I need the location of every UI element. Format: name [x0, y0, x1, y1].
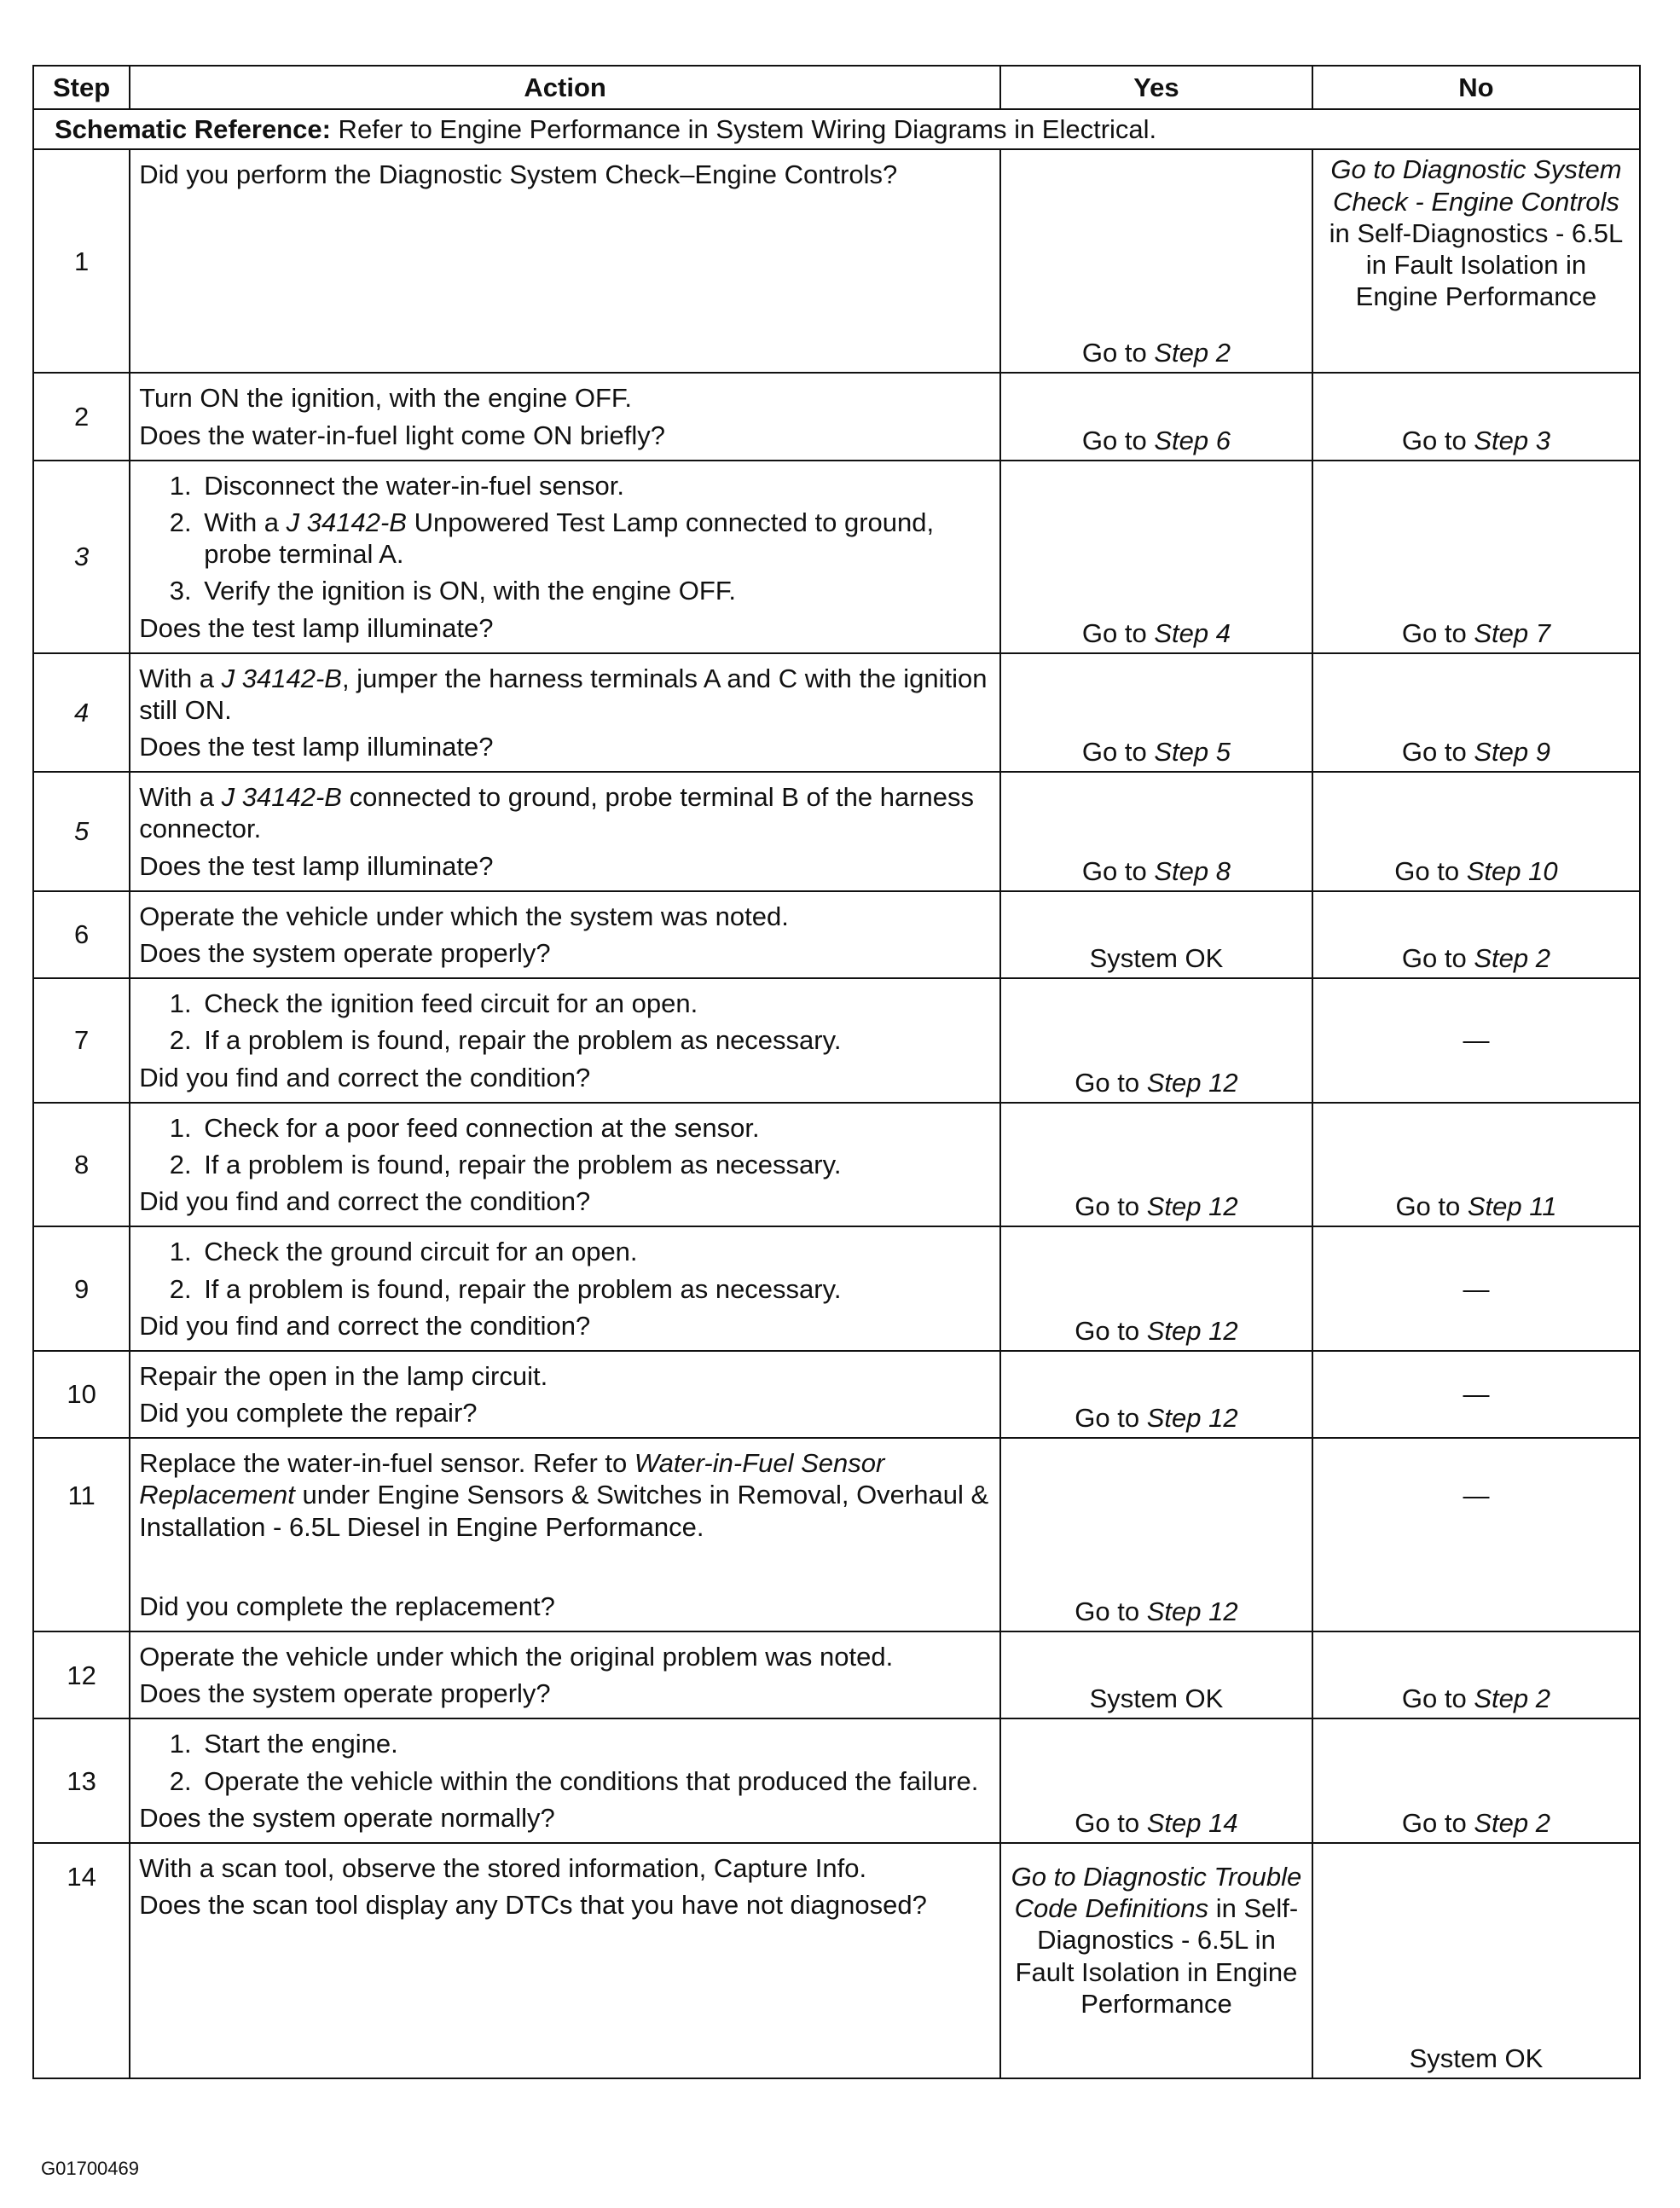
yes-link: Step 8 — [1154, 855, 1231, 886]
list-item: 1. Check the ground circuit for an open. — [199, 1236, 991, 1267]
yes-cell — [1000, 1438, 1312, 1631]
step-number — [33, 653, 130, 773]
table-row — [33, 1438, 1640, 1631]
action-cell — [130, 978, 1000, 1103]
action-question: Did you find and correct the condition? — [139, 1062, 591, 1092]
step-number: 1 — [33, 149, 130, 373]
action-cell — [130, 149, 1000, 373]
no-link: Step 9 — [1474, 737, 1550, 768]
action-cell — [130, 1718, 1000, 1843]
no-prefix: Go to — [1395, 1191, 1468, 1222]
spacer — [139, 1548, 991, 1585]
no-cell — [1312, 1718, 1640, 1843]
action-instruction: Operate the vehicle under which the original problem was noted. — [139, 1642, 894, 1672]
action-question: Did you complete the replacement? — [139, 1591, 555, 1621]
action-instruction: Operate the vehicle under which the system was noted. — [139, 901, 789, 931]
action-question: Does the water-in-fuel light come ON briefly? — [139, 420, 665, 450]
yes-link: Step 14 — [1146, 1807, 1238, 1838]
no-cell — [1312, 373, 1640, 460]
no-link: Go to Diagnostic System Check - Engine Controls — [1330, 154, 1622, 217]
no-cell: — — [1312, 1351, 1640, 1438]
action-question: Does the test lamp illuminate? — [139, 612, 494, 643]
yes-link: Step 12 — [1146, 1596, 1238, 1626]
step-number-italic: 5 — [73, 816, 90, 847]
list-item — [199, 507, 991, 570]
instruction-prefix: With a — [139, 663, 222, 693]
action-cell — [130, 1103, 1000, 1227]
no-link: Step 2 — [1474, 1807, 1550, 1838]
step-number — [33, 772, 130, 891]
yes-prefix: Go to — [1081, 737, 1155, 768]
action-question: Does the system operate normally? — [139, 1802, 555, 1833]
no-prefix: Go to — [1394, 855, 1467, 886]
table-row — [33, 461, 1640, 653]
no-prefix: Go to — [1401, 737, 1474, 768]
schematic-reference — [33, 109, 1640, 149]
action-cell — [130, 653, 1000, 773]
action-cell — [130, 1226, 1000, 1351]
action-list — [139, 1112, 991, 1180]
action-cell — [130, 1438, 1000, 1631]
step-number: 8 — [33, 1103, 130, 1227]
yes-cell — [1000, 653, 1312, 773]
header-no: No — [1312, 66, 1640, 109]
yes-cell — [1000, 149, 1312, 373]
table-row — [33, 149, 1640, 373]
header-step: Step — [33, 66, 130, 109]
table-row — [33, 1718, 1640, 1843]
yes-link: Step 12 — [1146, 1067, 1238, 1098]
yes-prefix: Go to — [1081, 425, 1155, 455]
action-question: Did you perform the Diagnostic System Check–Engine Controls? — [139, 159, 898, 190]
no-prefix: Go to — [1401, 425, 1474, 455]
yes-cell — [1000, 1103, 1312, 1227]
action-instruction — [139, 1447, 991, 1543]
no-cell — [1312, 149, 1640, 373]
tool-name: J 34142-B — [221, 782, 342, 813]
no-cell — [1312, 891, 1640, 978]
yes-cell — [1000, 978, 1312, 1103]
action-cell — [130, 373, 1000, 460]
yes-cell — [1000, 1843, 1312, 2078]
table-row — [33, 1843, 1640, 2078]
step-number: 7 — [33, 978, 130, 1103]
step-number: 14 — [33, 1843, 130, 2078]
header-yes: Yes — [1000, 66, 1312, 109]
no-cell: — — [1312, 1438, 1640, 1631]
list-item: 2. If a problem is found, repair the problem as necessary. — [199, 1024, 991, 1056]
action-instruction — [139, 663, 991, 726]
yes-link: Go to Diagnostic Trouble Code Definitions — [1011, 1861, 1302, 1924]
instruction-suffix: connected to ground, probe terminal B of the harness connector. — [139, 782, 975, 844]
no-link: Step 10 — [1466, 855, 1558, 886]
yes-cell — [1000, 461, 1312, 653]
step-number: 2 — [33, 373, 130, 460]
yes-prefix: Go to — [1081, 338, 1155, 368]
no-cell — [1312, 461, 1640, 653]
no-link: Step 2 — [1474, 943, 1550, 973]
table-row — [33, 978, 1640, 1103]
yes-link: Step 4 — [1154, 617, 1231, 648]
list-item: 3. Verify the ignition is ON, with the engine OFF. — [199, 575, 991, 606]
no-prefix: Go to — [1401, 1684, 1474, 1714]
action-instruction: Turn ON the ignition, with the engine OFF. — [139, 383, 632, 414]
yes-cell — [1000, 1718, 1312, 1843]
yes-text: in Self-Diagnostics - 6.5L in Fault Isolation in Engine Performance — [1015, 1893, 1299, 2019]
no-text: in Self-Diagnostics - 6.5L in Fault Isolation in Engine Performance — [1329, 217, 1624, 312]
yes-cell — [1000, 1351, 1312, 1438]
action-instruction — [139, 781, 991, 844]
action-question: Did you find and correct the condition? — [139, 1310, 591, 1341]
action-cell — [130, 461, 1000, 653]
list-item: 2. If a problem is found, repair the problem as necessary. — [199, 1273, 991, 1305]
step-number: 6 — [33, 891, 130, 978]
yes-cell — [1000, 1226, 1312, 1351]
step-number: 10 — [33, 1351, 130, 1438]
action-list — [139, 1236, 991, 1304]
yes-link: Step 6 — [1154, 425, 1231, 455]
header-row — [33, 66, 1640, 109]
action-question: Did you find and correct the condition? — [139, 1186, 591, 1217]
tool-name: J 34142-B — [221, 663, 342, 693]
action-instruction: With a scan tool, observe the stored information, Capture Info. — [139, 1852, 867, 1883]
list-item: 2. Operate the vehicle within the conditions that produced the failure. — [199, 1765, 991, 1797]
tool-name: J 34142-B — [286, 507, 407, 537]
yes-prefix: Go to — [1081, 855, 1155, 886]
list-item: 1. Check the ignition feed circuit for an open. — [199, 988, 991, 1019]
action-question: Does the scan tool display any DTCs that you have not diagnosed? — [139, 1890, 927, 1921]
step-number-italic: 3 — [73, 542, 90, 572]
no-cell: System OK — [1312, 1843, 1640, 2078]
step-number: 12 — [33, 1631, 130, 1718]
step-number — [33, 461, 130, 653]
action-question: Does the system operate properly? — [139, 1678, 551, 1709]
yes-prefix: Go to — [1075, 1067, 1147, 1098]
action-cell — [130, 1843, 1000, 2078]
yes-prefix: Go to — [1075, 1315, 1147, 1346]
list-item: 1. Check for a poor feed connection at the sensor. — [199, 1112, 991, 1144]
yes-link: Step 12 — [1146, 1191, 1238, 1222]
instruction-suffix: , jumper the harness terminals A and C with the ignition still ON. — [139, 663, 988, 725]
no-cell — [1312, 1631, 1640, 1718]
figure-code: G01700469 — [41, 2158, 139, 2179]
action-question: Does the test lamp illuminate? — [139, 850, 494, 881]
list-item: 1. Start the engine. — [199, 1728, 991, 1759]
no-cell — [1312, 653, 1640, 773]
step-number: 9 — [33, 1226, 130, 1351]
yes-link: Step 2 — [1154, 338, 1231, 368]
no-cell — [1312, 772, 1640, 891]
table-row — [33, 772, 1640, 891]
table-row — [33, 373, 1640, 460]
no-prefix: Go to — [1401, 1807, 1474, 1838]
table-row — [33, 1631, 1640, 1718]
action-cell — [130, 891, 1000, 978]
yes-cell — [1000, 772, 1312, 891]
table-row — [33, 1351, 1640, 1438]
step-number-italic: 4 — [73, 697, 90, 727]
yes-cell: System OK — [1000, 891, 1312, 978]
no-link: Step 7 — [1474, 617, 1550, 648]
yes-link: Step 12 — [1146, 1315, 1238, 1346]
action-list — [139, 470, 991, 607]
action-question: Does the test lamp illuminate? — [139, 732, 494, 762]
list-item-prefix: With a — [204, 507, 287, 537]
action-cell — [130, 1351, 1000, 1438]
schematic-text: Refer to Engine Performance in System Wiring Diagrams in Electrical. — [330, 114, 1157, 145]
list-item: 1. Disconnect the water-in-fuel sensor. — [199, 470, 991, 501]
diagnostic-table — [32, 65, 1641, 2079]
yes-prefix: Go to — [1075, 1807, 1147, 1838]
yes-prefix: Go to — [1075, 1596, 1147, 1626]
instruction-prefix: Replace the water-in-fuel sensor. Refer to — [139, 1448, 634, 1479]
no-cell: — — [1312, 978, 1640, 1103]
no-prefix: Go to — [1401, 617, 1474, 648]
no-cell — [1312, 1103, 1640, 1227]
action-list — [139, 1728, 991, 1796]
instruction-suffix: under Engine Sensors & Switches in Removal, Overhaul & Installation - 6.5L Diesel in Engine Performance. — [139, 1480, 989, 1542]
action-question: Did you complete the repair? — [139, 1398, 478, 1429]
table-row — [33, 653, 1640, 773]
action-cell — [130, 772, 1000, 891]
action-list — [139, 988, 991, 1056]
no-link: Step 3 — [1474, 425, 1550, 455]
list-item: 2. If a problem is found, repair the problem as necessary. — [199, 1149, 991, 1180]
schematic-row — [33, 109, 1640, 149]
list-item-suffix: Unpowered Test Lamp connected to ground, probe terminal A. — [204, 507, 935, 570]
table-row — [33, 1226, 1640, 1351]
action-cell — [130, 1631, 1000, 1718]
yes-prefix: Go to — [1081, 617, 1155, 648]
no-cell: — — [1312, 1226, 1640, 1351]
yes-cell: System OK — [1000, 1631, 1312, 1718]
action-instruction: Repair the open in the lamp circuit. — [139, 1360, 548, 1391]
no-prefix: Go to — [1401, 943, 1474, 973]
no-link: Step 2 — [1474, 1684, 1550, 1714]
schematic-label: Schematic Reference: — [55, 114, 331, 145]
yes-cell — [1000, 373, 1312, 460]
step-number: 11 — [33, 1438, 130, 1631]
yes-prefix: Go to — [1075, 1191, 1147, 1222]
instruction-prefix: With a — [139, 782, 222, 813]
table-row — [33, 891, 1640, 978]
yes-prefix: Go to — [1075, 1403, 1147, 1434]
yes-link: Step 12 — [1146, 1403, 1238, 1434]
yes-link: Step 5 — [1154, 737, 1231, 768]
action-question: Does the system operate properly? — [139, 938, 551, 968]
header-action: Action — [130, 66, 1000, 109]
no-link: Step 11 — [1467, 1191, 1557, 1222]
procedure-link: Water-in-Fuel Sensor Replacement — [139, 1448, 885, 1510]
step-number: 13 — [33, 1718, 130, 1843]
table-row — [33, 1103, 1640, 1227]
